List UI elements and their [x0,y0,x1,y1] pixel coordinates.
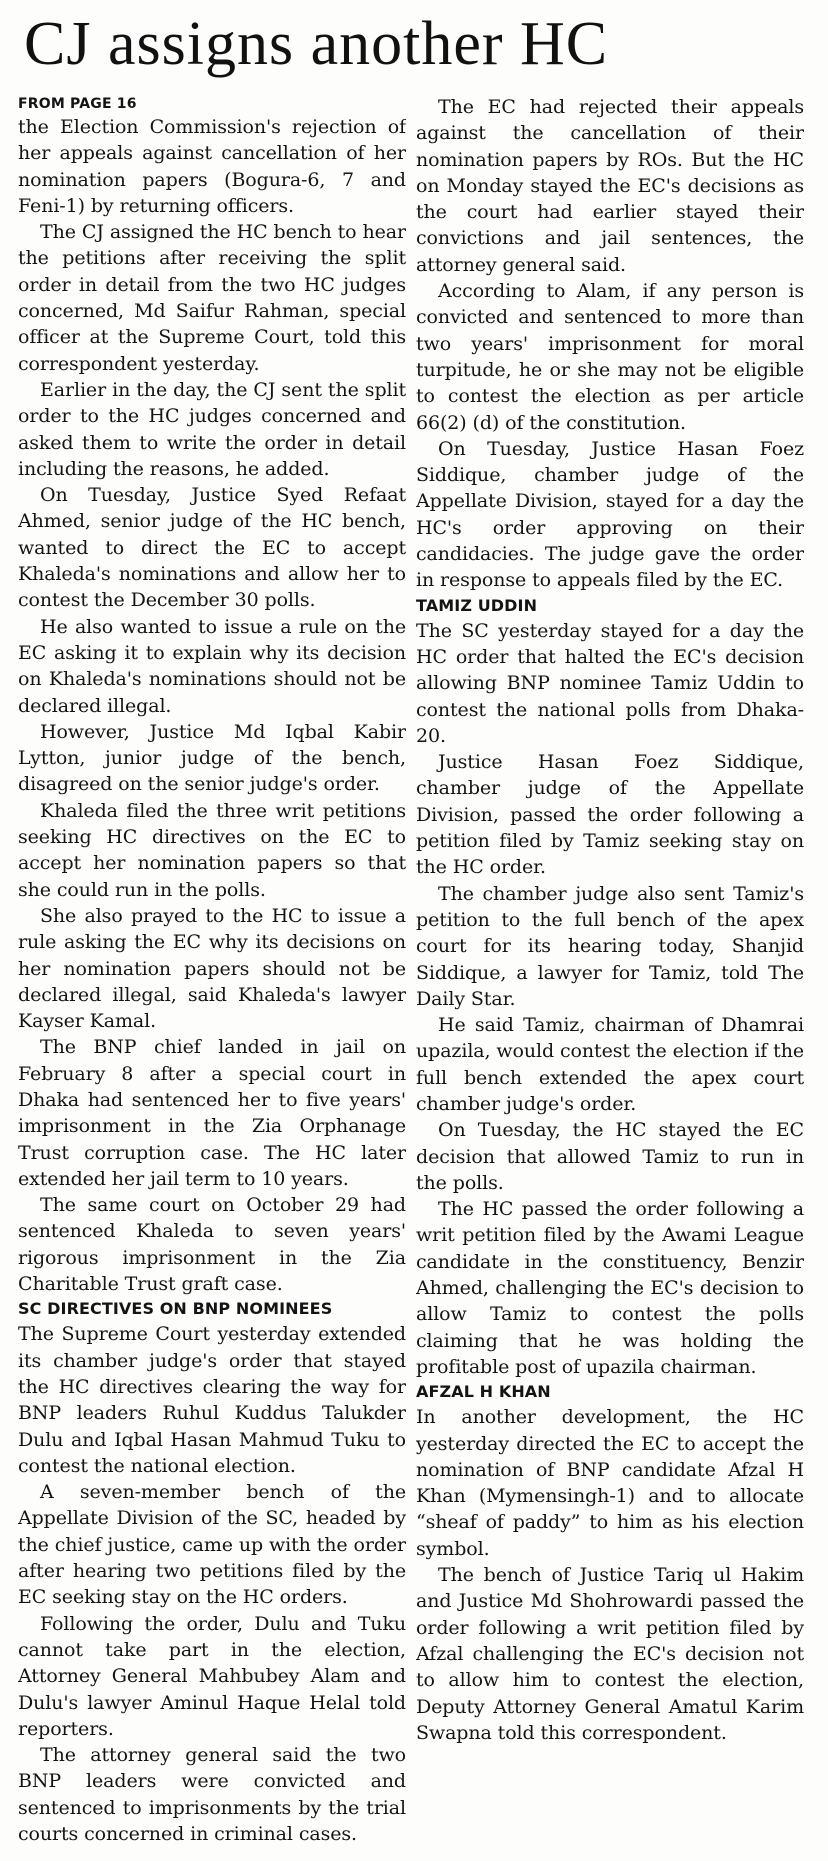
subheading: SC DIRECTIVES ON BNP NOMINEES [18,1299,333,1319]
paragraph: the Election Commission's rejection of her appeals against cancellation of her nomination papers (Bogura-6, 7 and Feni-1) by returning officers. [18,116,406,217]
paragraph: The attorney general said the two BNP leaders were convicted and sentenced to imprisonments by the trial courts concerned in criminal cases. [18,1744,406,1845]
paragraph: The bench of Justice Tariq ul Hakim and Justice Md Shohrowardi passed the order following a writ petition filed by Afzal challenging the EC's decision not to allow him to contest the election, Deputy Attorney General Amatul Karim Swapna told this correspondent. [416,1564,804,1744]
paragraph: However, Justice Md Iqbal Kabir Lytton, junior judge of the bench, disagreed on the senior judge's order. [18,720,406,796]
paragraph: Khaleda filed the three writ petitions seeking HC directives on the EC to accept her nomination papers so that she could run in the polls. [18,799,406,901]
paragraph: Earlier in the day, the CJ sent the split order to the HC judges concerned and asked them to write the order in detail including the reasons, he added. [18,378,406,480]
headline: CJ assigns another HC [24,10,609,78]
paragraph: The Supreme Court yesterday extended its chamber judge's order that stayed the HC directives clearing the way for BNP leaders Ruhul Kuddus Talukder Dulu and Iqbal Hasan Mahmud Tuku to contest the national election. [18,1323,406,1477]
paragraph: The same court on October 29 had sentenced Khaleda to seven years' rigorous imprisonment in the Zia Charitable Trust graft case. [18,1194,406,1296]
paragraph: According to Alam, if any person is convicted and sentenced to more than two years' imprisonment for moral turpitude, he or she may not be eligible to contest the election as per article 66(2) (d) of the constitution. [416,280,804,434]
paragraph: The EC had rejected their appeals against the cancellation of their nomination papers by ROs. But the HC on Monday stayed the EC's decisions as the court had earlier stayed their convictions and jail sentences, the attorney general said. [416,96,804,276]
paragraph: The SC yesterday stayed for a day the HC order that halted the EC's decision allowing BNP nominee Tamiz Uddin to contest the national polls from Dhaka-20. [416,619,804,747]
subheading: AFZAL H KHAN [416,1382,551,1402]
column-left [18,94,406,1854]
paragraph: A seven-member bench of the Appellate Division of the SC, headed by the chief justice, came up with the order after hearing two petitions filed by the EC seeking stay on the HC orders. [18,1481,406,1609]
paragraph: The BNP chief landed in jail on February 8 after a special court in Dhaka had sentenced her to five years' imprisonment in the Zia Orphanage Trust corruption case. The HC later extended her jail term to 10 years. [18,1036,406,1190]
paragraph: On Tuesday, the HC stayed the EC decision that allowed Tamiz to run in the polls. [416,1119,804,1194]
paragraph: Following the order, Dulu and Tuku cannot take part in the election, Attorney General Mahbubey Alam and Dulu's lawyer Aminul Haque Helal told reporters. [18,1612,406,1740]
paragraph: The HC passed the order following a writ petition filed by the Awami League candidate in the constituency, Benzir Ahmed, challenging the EC's decision to allow Tamiz to contest the polls claiming that he was holding the profitable post of upazila chairman. [416,1198,804,1378]
column-right [416,94,804,1854]
paragraph: In another development, the HC yesterday directed the EC to accept the nomination of BNP candidate Afzal H Khan (Mymensingh-1) and to allocate “sheaf of paddy” to him as his election symbol. [416,1406,804,1560]
paragraph: He said Tamiz, chairman of Dhamrai upazila, would contest the election if the full bench extended the apex court chamber judge's order. [416,1014,804,1115]
jump-label: FROM PAGE 16 [18,96,137,112]
paragraph: On Tuesday, Justice Syed Refaat Ahmed, senior judge of the HC bench, wanted to direct the EC to accept Khaleda's nominations and allow her to contest the December 30 polls. [18,484,406,612]
article-body [18,94,814,1854]
paragraph: Justice Hasan Foez Siddique, chamber judge of the Appellate Division, passed the order following a petition filed by Tamiz seeking stay on the HC order. [416,751,804,879]
paragraph: She also prayed to the HC to issue a rule asking the EC why its decisions on her nomination papers should not be declared illegal, said Khaleda's lawyer Kayser Kamal. [18,904,406,1033]
paragraph: The CJ assigned the HC bench to hear the petitions after receiving the split order in detail from the two HC judges concerned, Md Saifur Rahman, special officer at the Supreme Court, told this correspondent yesterday. [18,221,406,375]
paragraph: He also wanted to issue a rule on the EC asking it to explain why its decision on Khaleda's nominations should not be declared illegal. [18,615,406,717]
paragraph: On Tuesday, Justice Hasan Foez Siddique, chamber judge of the Appellate Division, stayed for a day the HC's order approving on their candidacies. The judge gave the order in response to appeals filed by the EC. [416,437,804,592]
paragraph: The chamber judge also sent Tamiz's petition to the full bench of the apex court for its hearing today, Shanjid Siddique, a lawyer for Tamiz, told The Daily Star. [416,882,804,1010]
subheading: TAMIZ UDDIN [416,595,538,615]
